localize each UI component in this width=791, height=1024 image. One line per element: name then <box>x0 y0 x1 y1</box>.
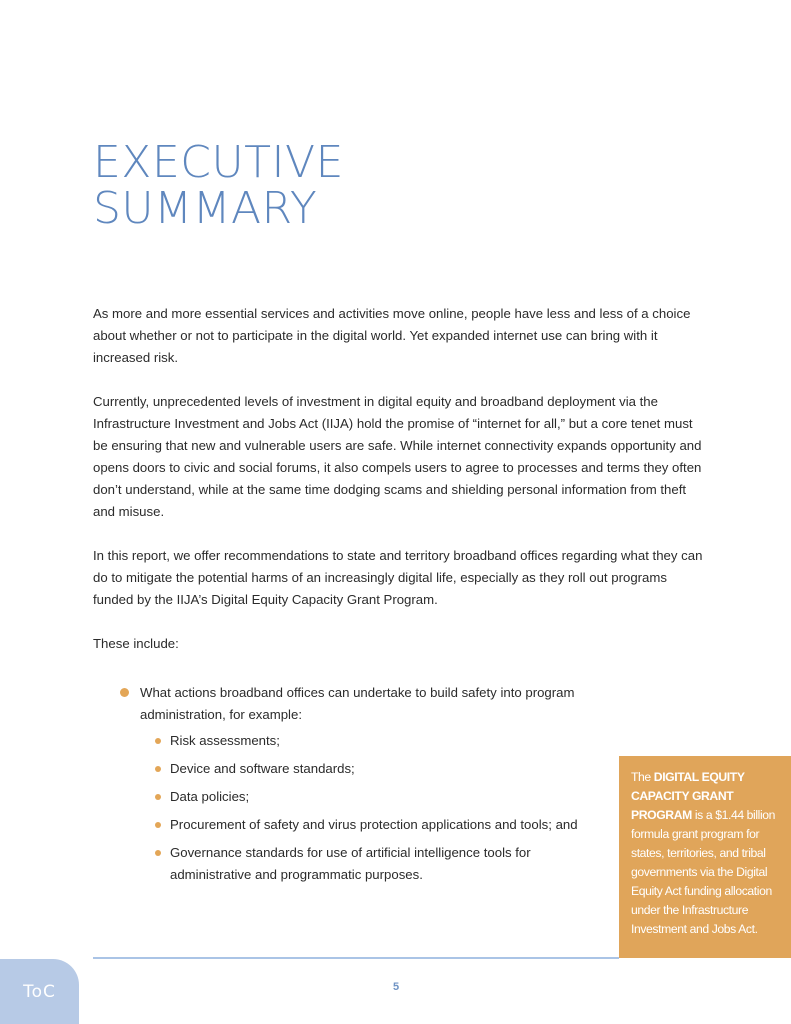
callout-description: is a $1.44 billion formula grant program for states, territories, and tribal governments via the Digital Equity Act funding allocation under the Infrastructure Investment and Jobs Act. <box>631 808 776 936</box>
toc-button[interactable]: ToC <box>0 959 79 1024</box>
page-title <box>93 137 344 234</box>
paragraph-investment: Currently, unprecedented levels of investment in digital equity and broadband deployment via the Infrastructure Investment and Jobs Act (IIJA) hold the promise of “internet for all,” but a core tenet must be ensuring that new and vulnerable users are safe. While internet connectivity expands opportunity and opens doors to civic and social forums, it also compels users to agree to processes and terms they often don’t understand, while at the same time dodging scams and shielding personal information from theft and misuse. <box>93 394 702 519</box>
page-number: 5 <box>392 981 400 993</box>
sub-list-item <box>155 758 590 780</box>
sub-bullet-dot-icon <box>155 822 161 828</box>
title-line-1: EXECUTIVE <box>93 137 344 188</box>
bullet-text: What actions broadband offices can undertake to build safety into program administration, for example: <box>140 685 575 722</box>
sub-list <box>140 730 640 886</box>
sub-list-item <box>155 814 590 836</box>
sub-bullet-text: Device and software standards; <box>170 761 355 776</box>
paragraph-intro: As more and more essential services and activities move online, people have less and less of a choice about whether or not to participate in the digital world. Yet expanded internet use can bring with it increased risk. <box>93 306 691 365</box>
bullet-dot-icon <box>120 688 129 697</box>
sub-bullet-text: Risk assessments; <box>170 733 280 748</box>
callout-program-name: DIGITAL EQUITY CAPACITY GRANT PROGRAM <box>631 770 745 822</box>
sub-bullet-dot-icon <box>155 850 161 856</box>
sub-bullet-text: Procurement of safety and virus protection applications and tools; and <box>170 817 578 832</box>
recommendations-list <box>120 682 640 892</box>
sub-bullet-dot-icon <box>155 766 161 772</box>
grant-program-callout <box>619 756 791 958</box>
sub-list-item <box>155 786 590 808</box>
paragraph-these-include: These include: <box>93 636 179 651</box>
sub-bullet-dot-icon <box>155 794 161 800</box>
list-item <box>120 682 640 886</box>
title-line-2: SUMMARY <box>93 183 318 234</box>
footer-divider <box>93 957 619 959</box>
sub-list-item <box>155 730 590 752</box>
sub-bullet-text: Data policies; <box>170 789 250 804</box>
callout-prefix: The <box>631 770 654 784</box>
sub-bullet-dot-icon <box>155 738 161 744</box>
sub-list-item <box>155 842 590 886</box>
paragraph-report: In this report, we offer recommendations to state and territory broadband offices regarding what they can do to mitigate the potential harms of an increasingly digital life, especially as they roll out programs funded by the IIJA’s Digital Equity Capacity Grant Program. <box>93 548 703 607</box>
sub-bullet-text: Governance standards for use of artificial intelligence tools for administrative and programmatic purposes. <box>170 845 531 882</box>
